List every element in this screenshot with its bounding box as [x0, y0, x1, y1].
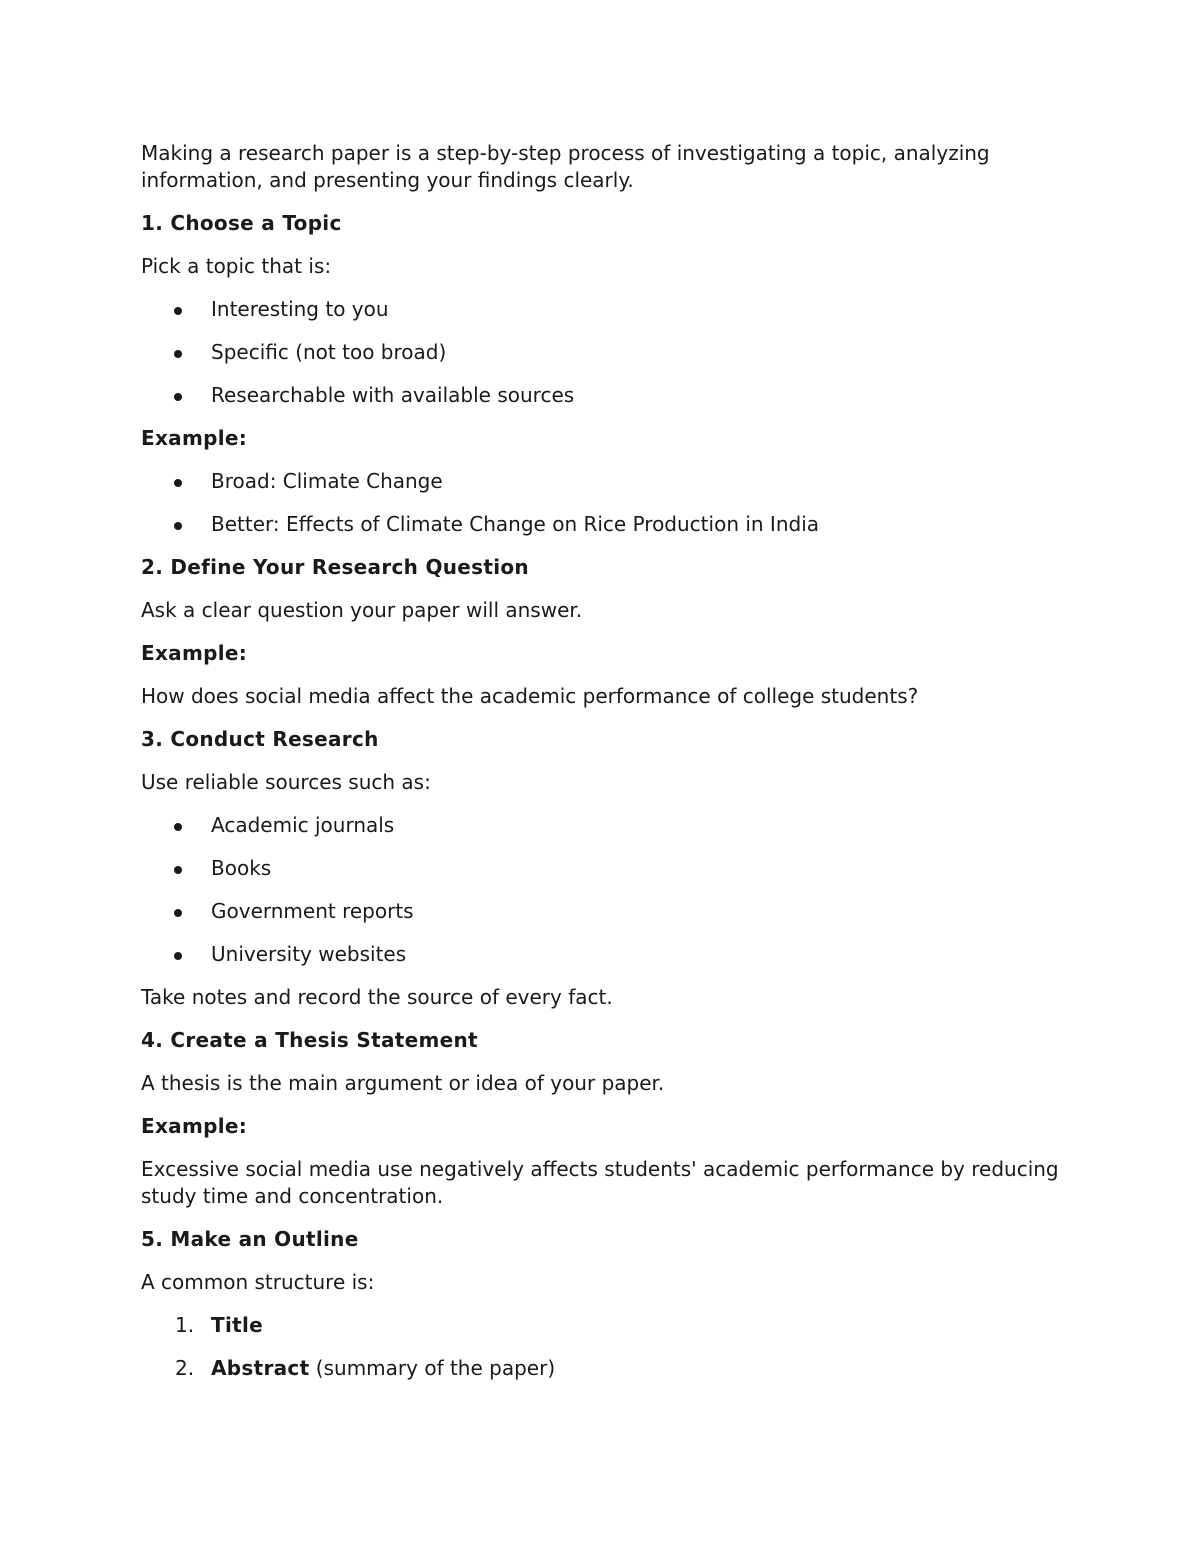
bullet-list	[141, 468, 1071, 538]
list-item	[141, 941, 1071, 968]
section-heading-outline: 5. Make an Outline	[141, 1227, 359, 1251]
section-heading-conduct-research: 3. Conduct Research	[141, 727, 379, 751]
bullet-icon	[174, 866, 182, 874]
example-label: Example:	[141, 426, 248, 450]
intro-paragraph: Making a research paper is a step-by-step process of investigating a topic, analyzing information, and presenting your findings clearly.	[141, 141, 990, 192]
section-heading-choose-topic: 1. Choose a Topic	[141, 211, 342, 235]
document-page	[141, 140, 1071, 1398]
list-item-text: Researchable with available sources	[211, 383, 575, 407]
list-item-text: Better: Effects of Climate Change on Rice Production in India	[211, 512, 820, 536]
example-label: Example:	[141, 1114, 248, 1138]
bullet-icon	[174, 909, 182, 917]
section-lead: Pick a topic that is:	[141, 254, 332, 278]
list-item	[141, 898, 1071, 925]
bullet-icon	[174, 307, 182, 315]
bullet-icon	[174, 350, 182, 358]
bullet-icon	[174, 522, 182, 530]
section-lead: A thesis is the main argument or idea of your paper.	[141, 1071, 665, 1095]
list-item	[141, 1312, 1071, 1339]
section-lead: Ask a clear question your paper will answer.	[141, 598, 583, 622]
list-item	[141, 296, 1071, 323]
list-item	[141, 339, 1071, 366]
numbered-list	[141, 1312, 1071, 1382]
list-item	[141, 855, 1071, 882]
list-item-text: (summary of the paper)	[309, 1356, 556, 1380]
list-item-text: University websites	[211, 942, 407, 966]
list-item	[141, 511, 1071, 538]
bullet-icon	[174, 823, 182, 831]
list-item-text: Government reports	[211, 899, 414, 923]
example-text: Excessive social media use negatively affects students' academic performance by reducing study time and concentration.	[141, 1157, 1059, 1208]
list-item-bold: Title	[211, 1313, 263, 1337]
section-lead: Use reliable sources such as:	[141, 770, 431, 794]
section-lead: A common structure is:	[141, 1270, 375, 1294]
bullet-list	[141, 812, 1071, 968]
section-heading-research-question: 2. Define Your Research Question	[141, 555, 529, 579]
list-item-text: Books	[211, 856, 272, 880]
list-item-text: Broad: Climate Change	[211, 469, 443, 493]
bullet-icon	[174, 952, 182, 960]
list-item	[141, 1355, 1071, 1382]
list-item	[141, 382, 1071, 409]
example-text: How does social media affect the academic performance of college students?	[141, 684, 919, 708]
list-number: 1.	[175, 1313, 195, 1337]
list-item-text: Interesting to you	[211, 297, 389, 321]
list-item-bold: Abstract	[211, 1356, 310, 1380]
bullet-icon	[174, 479, 182, 487]
list-item-text: Academic journals	[211, 813, 395, 837]
list-item-text: Specific (not too broad)	[211, 340, 447, 364]
list-number: 2.	[175, 1356, 195, 1380]
list-item	[141, 468, 1071, 495]
closing-text: Take notes and record the source of every fact.	[141, 985, 613, 1009]
bullet-icon	[174, 393, 182, 401]
bullet-list	[141, 296, 1071, 409]
section-heading-thesis: 4. Create a Thesis Statement	[141, 1028, 478, 1052]
list-item	[141, 812, 1071, 839]
example-label: Example:	[141, 641, 248, 665]
